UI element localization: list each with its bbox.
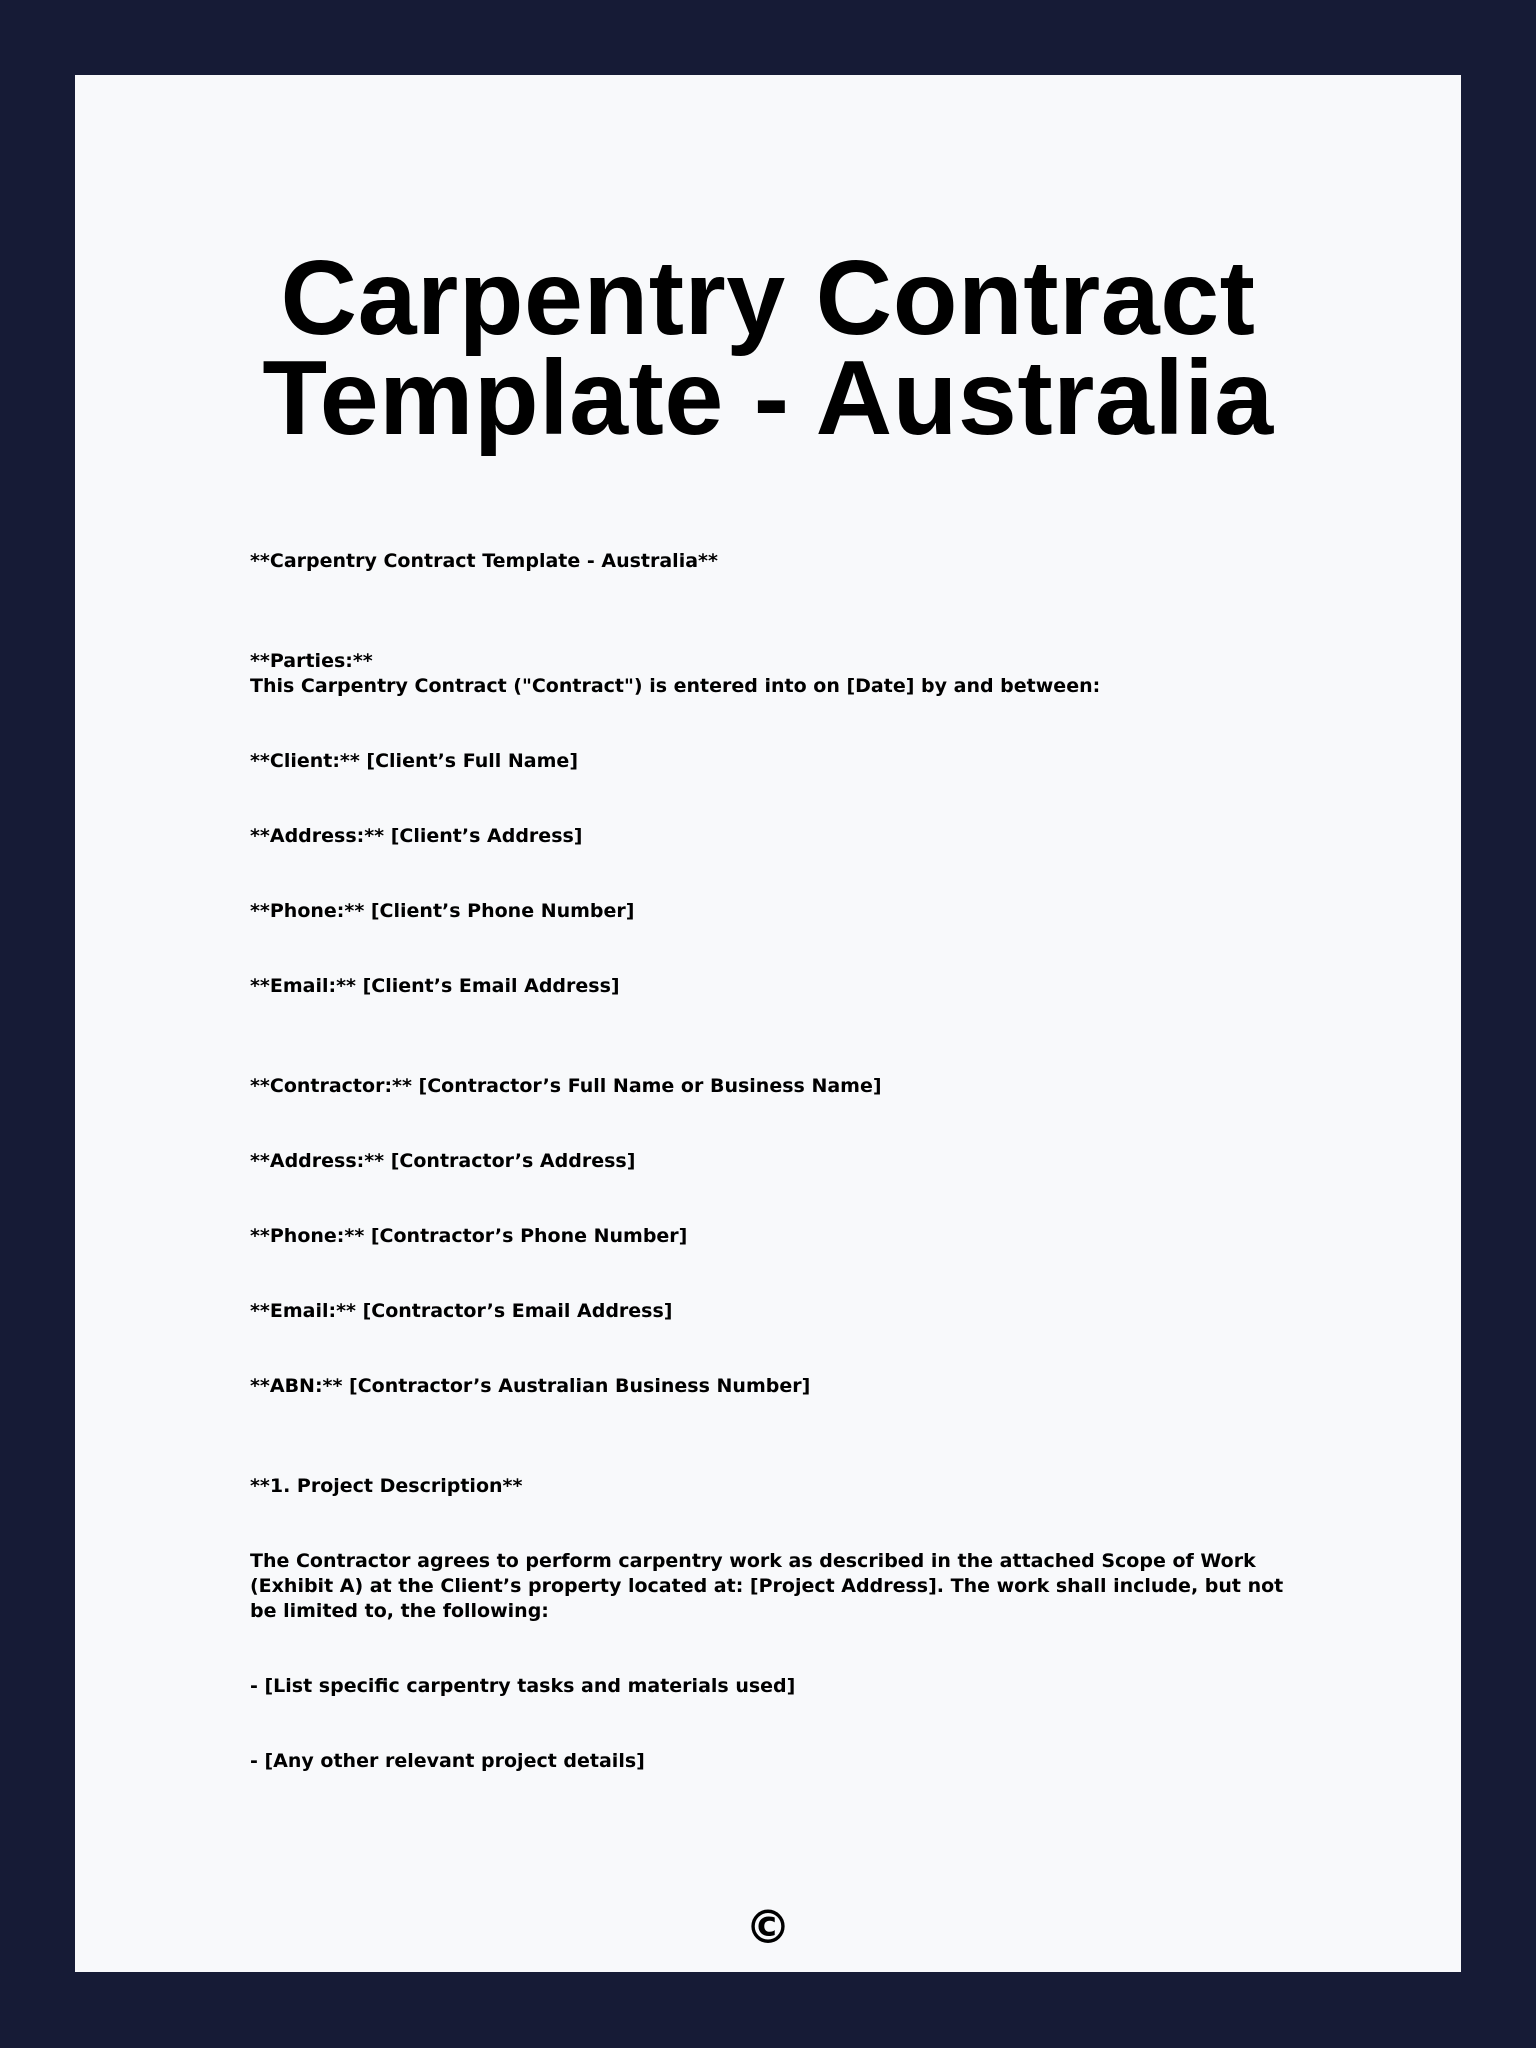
contractor-address-line: **Address:** [Contractor’s Address] — [250, 1150, 636, 1172]
section-1-heading: **1. Project Description** — [250, 1475, 523, 1497]
contractor-abn-line: **ABN:** [Contractor’s Australian Business Number] — [250, 1375, 811, 1397]
contractor-phone-line: **Phone:** [Contractor’s Phone Number] — [250, 1225, 688, 1247]
client-address-line: **Address:** [Client’s Address] — [250, 825, 583, 847]
contractor-name-line: **Contractor:** [Contractor’s Full Name or Business Name] — [250, 1075, 882, 1097]
list-item: - [List specific carpentry tasks and materials used] — [250, 1675, 796, 1697]
client-name-line: **Client:** [Client’s Full Name] — [250, 750, 579, 772]
heading-line: **Carpentry Contract Template - Australia** — [250, 550, 718, 572]
document-title: Carpentry Contract Template - Australia — [262, 239, 1274, 457]
list-item: - [Any other relevant project details] — [250, 1750, 645, 1772]
document-page — [75, 75, 1461, 1972]
section-1-paragraph: The Contractor agrees to perform carpentry work as described in the attached Scope of Work (Exhibit A) at the Client’s property located at: [Project Address]. The work shall include, but not be limited to, the following: — [250, 1550, 1284, 1622]
contractor-email-line: **Email:** [Contractor’s Email Address] — [250, 1300, 673, 1322]
client-email-line: **Email:** [Client’s Email Address] — [250, 975, 620, 997]
copyright-icon: © — [745, 1900, 791, 1954]
parties-label: **Parties:** — [250, 650, 373, 672]
client-phone-line: **Phone:** [Client’s Phone Number] — [250, 900, 635, 922]
parties-intro: This Carpentry Contract ("Contract") is entered into on [Date] by and between: — [250, 675, 1101, 697]
